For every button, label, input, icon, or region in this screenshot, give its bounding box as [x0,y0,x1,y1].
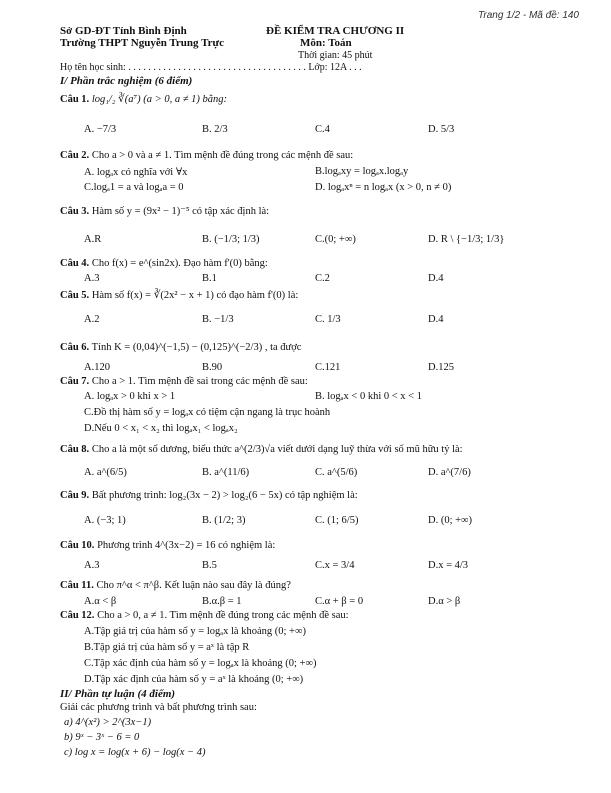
answer-option: A.2 [84,314,100,325]
question-number: Câu 9. [60,490,90,501]
answer-option: A.Tập giá trị của hàm số y = logₐx là khoảng (0; +∞) [84,626,306,637]
question-text: Cho f(x) = e^(sin2x). Đạo hàm f'(0) bằng: [91,258,268,269]
question-1 [60,93,227,105]
answer-option: D.4 [428,273,444,284]
school-name: Trường THPT Nguyễn Trung Trực [60,37,224,49]
question-number: Câu 10. [60,540,95,551]
answer-option: C. (1; 6/5) [315,515,359,526]
answer-option: D.Nếu 0 < x₁ < x₂ thì logₐx₁ < logₐx₂ [84,423,238,434]
answer-option: B. (−1/3; 1/3) [202,234,260,245]
question-number: Câu 7. [60,376,90,387]
answer-option: D. (0; +∞) [428,515,473,526]
question-number: Câu 2. [60,150,90,161]
part2-instructions: Giải các phương trình và bất phương trình sau: [60,702,257,713]
section-title-part2: II/ Phần tự luận (4 điểm) [60,688,176,700]
answer-option: B.90 [202,362,223,373]
question-number: Câu 1. [60,94,90,105]
subject: Môn: Toán [300,37,352,49]
section-title-part1: I/ Phần trắc nghiệm (6 điểm) [60,75,193,87]
question-5 [60,289,298,301]
question-number: Câu 5. [60,290,90,301]
answer-option: C.2 [315,273,330,284]
answer-option: C.121 [315,362,341,373]
answer-option: A. logₐx > 0 khi x > 1 [84,391,176,402]
department-name: Sở GD-ĐT Tỉnh Bình Định [60,25,187,37]
answer-option: A.3 [84,560,100,571]
question-11 [60,580,291,591]
answer-option: D.Tập xác định của hàm số y = aˣ là khoảng (0; +∞) [84,674,304,685]
answer-option: B. logₐx < 0 khi 0 < x < 1 [315,391,422,402]
question-text: log₁/₂ ∛(a⁷) (a > 0, a ≠ 1) bằng: [91,94,227,105]
answer-option: D.4 [428,314,444,325]
answer-option: B. −1/3 [202,314,234,325]
answer-option: B.Tập giá trị của hàm số y = aˣ là tập R [84,642,250,653]
student-name-line: Họ tên học sinh: . . . . . . . . . . . . . . . . . . . . . . . . . . . . . . . . . . . . Lớp: 12A . . . [60,62,362,73]
question-number: Câu 11. [60,580,94,591]
question-text: Tính K = (0,04)^(−1,5) − (0,125)^(−2/3) , ta được [91,342,302,353]
question-number: Câu 8. [60,444,90,455]
question-2 [60,150,353,161]
question-text: Bất phương trình: log₂(3x − 2) > log₂(6 − 5x) có tập nghiệm là: [91,490,358,501]
question-number: Câu 3. [60,206,90,217]
answer-option: D. 5/3 [428,124,455,135]
question-12 [60,610,349,621]
answer-option: B. a^(11/6) [202,467,250,478]
answer-option: C.x = 3/4 [315,560,355,571]
answer-option: A. (−3; 1) [84,515,126,526]
answer-option: D. logₐxⁿ = n logₐx (x > 0, n ≠ 0) [315,182,452,193]
question-number: Câu 6. [60,342,90,353]
answer-option: C.logₐ1 = a và logₐa = 0 [84,182,184,193]
answer-option: C.4 [315,124,330,135]
answer-option: C.Đồ thị hàm số y = logₐx có tiệm cận ngang là trục hoành [84,407,331,418]
answer-option: C.(0; +∞) [315,234,356,245]
question-4 [60,258,268,269]
answer-option: B.1 [202,273,217,284]
answer-option: A.R [84,234,102,245]
answer-option: A.3 [84,273,100,284]
answer-option: D. R \ {−1/3; 1/3} [428,234,505,245]
exam-title: ĐỀ KIỂM TRA CHƯƠNG II [266,25,405,37]
answer-option: D. a^(7/6) [428,467,471,478]
question-number: Câu 12. [60,610,95,621]
answer-option: B. (1/2; 3) [202,515,246,526]
answer-option: B.logₐxy = logₐx.logₐy [315,166,409,177]
question-8 [60,444,463,455]
answer-option: C. 1/3 [315,314,341,325]
exam-time: Thời gian: 45 phút [298,50,373,61]
question-3 [60,205,269,217]
page-header: Trang 1/2 - Mã đề: 140 [478,10,579,21]
question-text: Cho a > 1. Tìm mệnh đề sai trong các mệnh đề sau: [91,376,308,387]
question-number: Câu 4. [60,258,90,269]
answer-option: C.Tập xác định của hàm số y = logₐx là khoảng (0; +∞) [84,658,317,669]
answer-option: B. 2/3 [202,124,228,135]
part2-item-c: c) log x = log(x + 6) − log(x − 4) [64,747,206,758]
answer-option: D.α > β [428,596,461,607]
answer-option: C.α + β = 0 [315,596,364,607]
answer-option: A.120 [84,362,110,373]
question-7 [60,376,308,387]
part2-item-a: a) 4^(x²) > 2^(3x−1) [64,717,152,728]
answer-option: A. a^(6/5) [84,467,127,478]
question-text: Cho a > 0 và a ≠ 1. Tìm mệnh đề đúng trong các mệnh đề sau: [91,150,354,161]
answer-option: D.125 [428,362,454,373]
question-text: Phương trình 4^(3x−2) = 16 có nghiệm là: [97,540,276,551]
answer-option: B.α.β = 1 [202,596,242,607]
question-text: Hàm số f(x) = ∛(2x² − x + 1) có đạo hàm f'(0) là: [91,290,299,301]
question-10 [60,540,275,551]
answer-option: B.5 [202,560,217,571]
question-text: Cho a là một số dương, biểu thức a^(2/3)√a viết dưới dạng luỹ thừa với số mũ hữu tỷ là: [91,444,463,455]
answer-option: C. a^(5/6) [315,467,358,478]
part2-item-b: b) 9ˣ − 3ˣ − 6 = 0 [64,732,140,743]
answer-option: D.x = 4/3 [428,560,469,571]
question-text: Cho π^α < π^β. Kết luận nào sau đây là đúng? [96,580,291,591]
question-text: Cho a > 0, a ≠ 1. Tìm mệnh đề đúng trong các mệnh đề sau: [97,610,349,621]
answer-option: A. logₐx có nghĩa với ∀x [84,167,188,178]
answer-option: A.α < β [84,596,117,607]
answer-option: A. −7/3 [84,124,117,135]
question-text: Hàm số y = (9x² − 1)⁻⁵ có tập xác định là: [91,206,270,217]
question-9 [60,490,358,501]
question-6 [60,342,301,353]
